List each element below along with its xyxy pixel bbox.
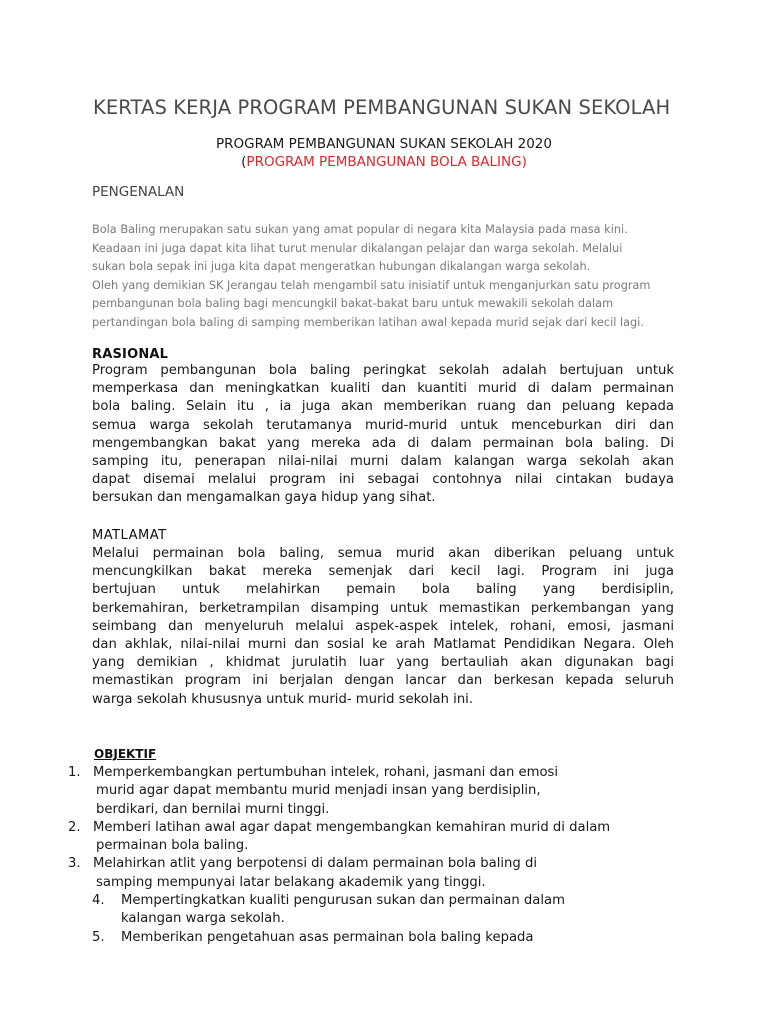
objektif-line: Melahirkan atlit yang berpotensi di dalam permainan bola baling di — [93, 856, 538, 872]
objektif-heading: OBJEKTIF — [94, 747, 157, 761]
subtitle-red-text: PROGRAM PEMBANGUNAN BOLA BALING) — [246, 154, 527, 170]
objektif-line: samping mempunyai latar belakang akademik yang tinggi. — [96, 874, 486, 890]
rasional-line: semua warga sekolah terutamanya murid-murid untuk menceburkan diri dan — [92, 417, 674, 433]
pengenalan-line: Bola Baling merupakan satu sukan yang amat popular di negara kita Malaysia pada masa kini. — [92, 223, 628, 236]
matlamat-line: warga sekolah khususnya untuk murid- murid sekolah ini. — [92, 691, 474, 707]
subtitle-open-paren: ( — [241, 154, 247, 170]
pengenalan-paragraph — [92, 221, 692, 332]
objektif-line: berdikari, dan bernilai murni tinggi. — [96, 801, 330, 817]
objektif-text — [0, 892, 768, 929]
objektif-item-3 — [0, 855, 768, 892]
rasional-line: bersukan dan mengamalkan gaya hidup yang sihat. — [92, 490, 436, 506]
objektif-number: 5. — [92, 929, 105, 945]
pengenalan-line: Oleh yang demikian SK Jerangau telah mengambil satu inisiatif untuk menganjurkan satu program — [92, 278, 651, 292]
matlamat-line: seimbang dan menyeluruh melalui aspek-aspek intelek, rohani, emosi, jasmani — [92, 618, 674, 634]
matlamat-line: bertujuan untuk melahirkan pemain bola baling yang berdisiplin, — [92, 582, 674, 598]
objektif-number: 4. — [92, 893, 105, 909]
objektif-number: 2. — [68, 819, 81, 835]
objektif-list — [0, 764, 768, 947]
rasional-line: samping itu, penerapan nilai-nilai murni dalam kalangan warga sekolah akan — [92, 454, 674, 470]
matlamat-line: dan akhlak, nilai-nilai murni dan sosial ke arah Matlamat Pendidikan Negara. Oleh — [92, 637, 674, 653]
objektif-item-1 — [0, 764, 768, 819]
matlamat-heading: MATLAMAT — [92, 528, 167, 543]
objektif-number: 1. — [68, 765, 81, 780]
pengenalan-line: Keadaan ini juga dapat kita lihat turut menular dikalangan pelajar dan warga sekolah. Melalui — [92, 241, 623, 255]
document-title: KERTAS KERJA PROGRAM PEMBANGUNAN SUKAN SEKOLAH — [93, 96, 671, 119]
objektif-line: Memperkembangkan pertumbuhan intelek, rohani, jasmani dan emosi — [93, 765, 559, 780]
objektif-line: Memberi latihan awal agar dapat mengembangkan kemahiran murid di dalam — [93, 819, 611, 835]
objektif-line: Mempertingkatkan kualiti pengurusan sukan dan permainan dalam — [121, 893, 565, 909]
matlamat-line: Melalui permainan bola baling, semua murid akan diberikan peluang untuk — [92, 546, 674, 561]
rasional-line: mengembangkan bakat yang mereka ada di dalam permainan bola baling. Di — [92, 435, 674, 451]
objektif-item-4 — [0, 892, 768, 929]
objektif-number: 3. — [68, 856, 81, 872]
rasional-line: Program pembangunan bola baling peringkat sekolah adalah bertujuan untuk — [92, 363, 674, 378]
program-subtitle-bola-baling — [0, 154, 768, 170]
objektif-text — [0, 819, 768, 856]
pengenalan-line: sukan bola sepak ini juga kita dapat mengeratkan hubungan dikalangan warga sekolah. — [92, 260, 591, 273]
objektif-text — [0, 764, 768, 819]
objektif-item-2 — [0, 819, 768, 856]
rasional-line: memperkasa dan meningkatkan kualiti dan kuantiti murid di dalam permainan — [92, 381, 674, 397]
matlamat-paragraph — [92, 545, 674, 709]
matlamat-line: berkemahiran, berketrampilan disamping untuk memastikan perkembangan yang — [92, 600, 674, 616]
program-subtitle: PROGRAM PEMBANGUNAN SUKAN SEKOLAH 2020 — [216, 136, 552, 152]
pengenalan-line: pertandingan bola baling di samping memberikan latihan awal kepada murid sejak dari kecil lagi. — [92, 315, 644, 329]
rasional-heading: RASIONAL — [92, 347, 169, 362]
matlamat-line: memastikan program ini berjalan dengan lancar dan berkesan kepada seluruh — [92, 673, 674, 689]
objektif-line: kalangan warga sekolah. — [121, 911, 285, 927]
matlamat-line: mencungkilkan bakat mereka semenjak dari kecil lagi. Program ini juga — [92, 564, 674, 580]
pengenalan-line: pembangunan bola baling bagi mencungkil bakat-bakat baru untuk mewakili sekolah dalam — [92, 297, 614, 310]
objektif-text — [0, 929, 768, 947]
pengenalan-heading: PENGENALAN — [92, 184, 185, 200]
objektif-text — [0, 855, 768, 892]
rasional-line: dapat disemai melalui program ini sebagai contohnya nilai cintakan budaya — [92, 472, 674, 488]
objektif-item-5 — [0, 929, 768, 947]
objektif-line: Memberikan pengetahuan asas permainan bola baling kepada — [121, 929, 534, 945]
objektif-line: murid agar dapat membantu murid menjadi insan yang berdisiplin, — [96, 783, 541, 799]
rasional-paragraph — [92, 362, 674, 508]
matlamat-line: yang demikian , khidmat jurulatih luar yang bertauliah akan digunakan bagi — [92, 655, 674, 671]
objektif-line: permainan bola baling. — [96, 838, 249, 854]
rasional-line: bola baling. Selain itu , ia juga akan memberikan ruang dan peluang kepada — [92, 399, 674, 415]
